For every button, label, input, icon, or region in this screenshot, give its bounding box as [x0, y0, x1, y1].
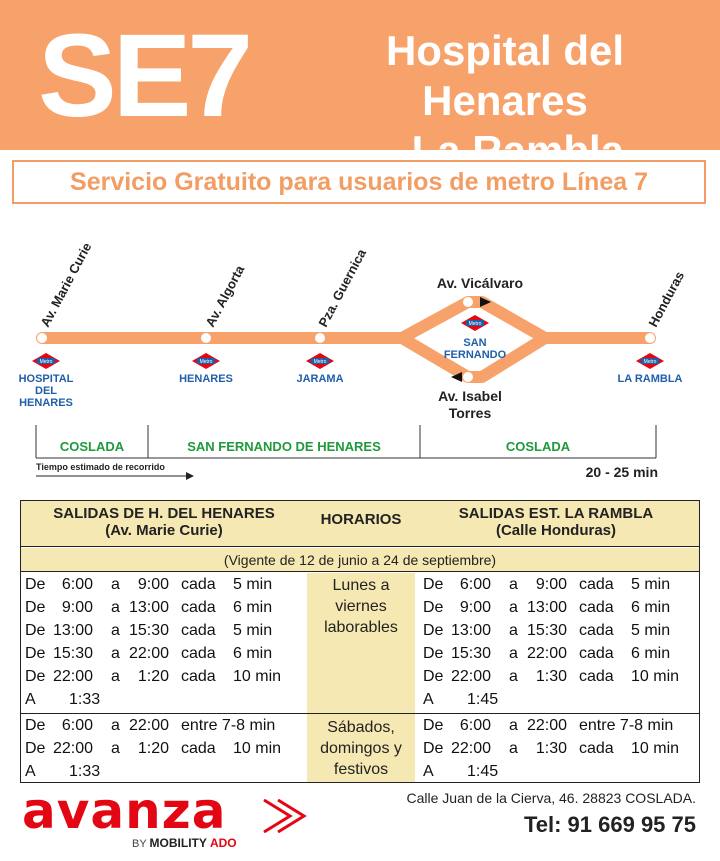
schedule-cell: 1:33 — [69, 691, 101, 708]
schedule-table — [20, 500, 700, 783]
schedule-cell: 1:30 — [535, 668, 567, 685]
schedule-cell: 9:00 — [535, 576, 567, 593]
schedule-cell: 5 min — [233, 576, 273, 593]
schedule-cell: a — [111, 740, 120, 757]
schedule-cell: De — [25, 576, 46, 593]
schedule-row — [423, 643, 703, 665]
svg-text:Metro: Metro — [468, 321, 482, 327]
schedule-row — [25, 689, 305, 711]
weekday-label-3: laborables — [324, 619, 398, 636]
svg-text:Metro: Metro — [643, 359, 657, 365]
schedule-cell: De — [423, 740, 444, 757]
schedule-cell: 22:00 — [128, 645, 169, 662]
zone-coslada-east: COSLADA — [505, 439, 571, 454]
stop-label-vicalvaro: Av. Vicálvaro — [436, 275, 524, 291]
schedule-cell: 13:00 — [526, 599, 567, 616]
schedule-cell: 5 min — [233, 622, 273, 639]
schedule-row — [25, 666, 305, 688]
schedule-cell: 13:00 — [450, 622, 491, 639]
schedule-cell: 15:30 — [450, 645, 491, 662]
schedule-cell: 22:00 — [450, 740, 491, 757]
schedule-row — [423, 574, 703, 596]
schedule-cell: 10 min — [631, 740, 680, 757]
schedule-cell: 15:30 — [128, 622, 169, 639]
schedule-row — [25, 574, 305, 596]
schedule-cell: cada — [579, 668, 614, 685]
free-service-banner: Servicio Gratuito para usuarios de metro Línea 7 — [12, 160, 706, 204]
route-name — [300, 26, 710, 176]
validity-period: (Vigente de 12 de junio a 24 de septiembre) — [21, 548, 699, 572]
schedule-cell: 6:00 — [61, 576, 93, 593]
route-name-line2: - La Rambla — [385, 127, 625, 174]
left-header: SALIDAS DE H. DEL HENARES (Av. Marie Curie) — [53, 505, 275, 539]
metro-icon-jarama — [306, 353, 334, 369]
schedule-cell: cada — [579, 599, 614, 616]
svg-text:Metro: Metro — [199, 359, 213, 365]
logo-subtitle: BY MOBILITY ADO — [132, 836, 237, 850]
schedule-cell: cada — [181, 668, 216, 685]
schedule-cell: 6 min — [233, 645, 273, 662]
schedule-row — [25, 715, 305, 737]
schedule-cell: cada — [579, 622, 614, 639]
schedule-cell: a — [111, 576, 120, 593]
stop-label-honduras: Honduras — [645, 268, 688, 330]
metro-icon-hospital — [32, 353, 60, 369]
route-code: SE7 — [38, 10, 250, 142]
schedule-cell: 1:45 — [467, 763, 499, 780]
weekend-label-2: domingos y — [320, 740, 402, 757]
metro-icon-san-fernando — [461, 315, 489, 331]
schedule-row — [25, 761, 305, 783]
center-header: HORARIOS — [320, 511, 402, 528]
schedule-cell: De — [423, 599, 444, 616]
schedule-cell: a — [509, 668, 518, 685]
schedule-cell: 13:00 — [128, 599, 169, 616]
schedule-cell: a — [509, 645, 518, 662]
schedule-cell: a — [111, 668, 120, 685]
stop-marker-vicalvaro — [463, 297, 473, 307]
schedule-cell: a — [509, 599, 518, 616]
schedule-row — [25, 597, 305, 619]
schedule-cell: 6 min — [631, 645, 671, 662]
weekend-label-3: festivos — [333, 761, 389, 778]
avanza-logo — [22, 782, 322, 856]
weekend-label-1: Sábados, — [327, 719, 395, 736]
stop-marker-guernica — [315, 333, 325, 343]
schedule-cell: a — [111, 717, 120, 734]
station-san-fernando-line1: SAN — [463, 337, 487, 349]
travel-time-value: 20 - 25 min — [585, 464, 658, 480]
schedule-cell: 22:00 — [52, 668, 93, 685]
schedule-cell: 10 min — [233, 668, 282, 685]
logo-chevron-icon — [260, 796, 320, 836]
logo-wordmark: avanza — [22, 782, 227, 840]
schedule-cell: cada — [579, 576, 614, 593]
schedule-divider — [21, 713, 699, 714]
schedule-cell: 1:45 — [467, 691, 499, 708]
schedule-row — [423, 761, 703, 783]
schedule-cell: De — [423, 668, 444, 685]
schedule-cell: 1:33 — [69, 763, 101, 780]
schedule-row — [25, 620, 305, 642]
schedule-cell: cada — [181, 599, 216, 616]
zone-san-fernando: SAN FERNANDO DE HENARES — [187, 439, 381, 454]
schedule-cell: a — [509, 622, 518, 639]
schedule-cell: De — [423, 717, 444, 734]
schedule-cell: De — [423, 576, 444, 593]
schedule-cell: a — [111, 599, 120, 616]
schedule-cell: De — [25, 740, 46, 757]
schedule-cell: 1:20 — [137, 740, 169, 757]
schedule-cell: 9:00 — [459, 599, 491, 616]
route-name-line1: Hospital del Henares — [385, 27, 625, 124]
schedule-cell: De — [423, 622, 444, 639]
schedule-cell: 10 min — [233, 740, 282, 757]
station-hospital-line1: HOSPITAL — [18, 373, 74, 385]
station-henares: HENARES — [179, 373, 233, 385]
schedule-cell: cada — [579, 645, 614, 662]
schedule-cell: cada — [181, 622, 216, 639]
schedule-header — [21, 501, 699, 547]
svg-text:Metro: Metro — [313, 359, 327, 365]
schedule-cell: 5 min — [631, 622, 671, 639]
schedule-row — [423, 689, 703, 711]
stop-label-marie-curie: Av. Marie Curie — [37, 240, 95, 330]
schedule-cell: 15:30 — [526, 622, 567, 639]
schedule-row — [423, 715, 703, 737]
svg-text:Metro: Metro — [39, 359, 53, 365]
station-hospital-line2: DEL — [35, 385, 57, 397]
stop-marker-marie-curie — [37, 333, 47, 343]
schedule-cell: 22:00 — [526, 645, 567, 662]
stop-marker-algorta — [201, 333, 211, 343]
schedule-cell: a — [111, 622, 120, 639]
schedule-cell: 15:30 — [52, 645, 93, 662]
schedule-cell: entre 7-8 min — [181, 717, 276, 734]
schedule-cell: A — [423, 691, 434, 708]
schedule-row — [25, 643, 305, 665]
schedule-cell: 22:00 — [526, 717, 567, 734]
station-hospital-line3: HENARES — [19, 397, 73, 409]
schedule-cell: De — [25, 599, 46, 616]
metro-icon-henares — [192, 353, 220, 369]
schedule-cell: De — [25, 717, 46, 734]
schedule-cell: De — [25, 645, 46, 662]
schedule-cell: 22:00 — [450, 668, 491, 685]
schedule-cell: 13:00 — [52, 622, 93, 639]
stop-label-guernica: Pza. Guernica — [315, 246, 370, 330]
weekday-label-2: viernes — [335, 598, 387, 615]
schedule-cell: 5 min — [631, 576, 671, 593]
stop-label-isabel-line2: Torres — [448, 405, 492, 421]
schedule-cell: a — [509, 717, 518, 734]
schedule-cell: cada — [181, 740, 216, 757]
route-header — [0, 0, 720, 174]
schedule-cell: 6:00 — [61, 717, 93, 734]
schedule-cell: A — [423, 763, 434, 780]
schedule-cell: 9:00 — [137, 576, 169, 593]
travel-time-label: Tiempo estimado de recorrido — [36, 462, 165, 472]
company-phone: Tel: 91 669 95 75 — [523, 812, 696, 837]
schedule-cell: a — [509, 576, 518, 593]
schedule-cell: De — [423, 645, 444, 662]
schedule-cell: 10 min — [631, 668, 680, 685]
stop-label-isabel-line1: Av. Isabel — [438, 388, 502, 404]
schedule-cell: De — [25, 622, 46, 639]
schedule-row — [423, 666, 703, 688]
schedule-row — [423, 620, 703, 642]
schedule-cell: cada — [181, 576, 216, 593]
zone-coslada-west: COSLADA — [59, 439, 125, 454]
schedule-cell: cada — [579, 740, 614, 757]
station-la-rambla: LA RAMBLA — [617, 373, 683, 385]
route-map — [0, 220, 720, 490]
stop-label-algorta: Av. Algorta — [202, 262, 248, 330]
schedule-cell: entre 7-8 min — [579, 717, 674, 734]
schedule-cell: A — [25, 763, 36, 780]
schedule-row — [423, 597, 703, 619]
company-address: Calle Juan de la Cierva, 46. 28823 COSLADA. — [406, 790, 696, 806]
travel-time-arrowhead — [186, 472, 194, 480]
schedule-cell: 1:20 — [137, 668, 169, 685]
schedule-cell: 22:00 — [128, 717, 169, 734]
schedule-cell: De — [25, 668, 46, 685]
schedule-cell: a — [111, 645, 120, 662]
station-jarama: JARAMA — [296, 373, 344, 385]
right-header: SALIDAS EST. LA RAMBLA (Calle Honduras) — [458, 505, 654, 539]
schedule-cell: cada — [181, 645, 216, 662]
stop-marker-isabel-torres — [463, 372, 473, 382]
schedule-cell: A — [25, 691, 36, 708]
schedule-cell: 9:00 — [61, 599, 93, 616]
schedule-cell: 6 min — [631, 599, 671, 616]
day-type-column — [307, 573, 415, 782]
metro-icon-la-rambla — [636, 353, 664, 369]
schedule-row — [25, 738, 305, 760]
schedule-row — [423, 738, 703, 760]
schedule-cell: 6:00 — [459, 717, 491, 734]
station-san-fernando-line2: FERNANDO — [443, 349, 507, 361]
schedule-cell: a — [509, 740, 518, 757]
weekday-label-1: Lunes a — [332, 577, 390, 594]
stop-marker-honduras — [645, 333, 655, 343]
schedule-cell: 22:00 — [52, 740, 93, 757]
schedule-cell: 6:00 — [459, 576, 491, 593]
schedule-cell: 1:30 — [535, 740, 567, 757]
schedule-cell: 6 min — [233, 599, 273, 616]
